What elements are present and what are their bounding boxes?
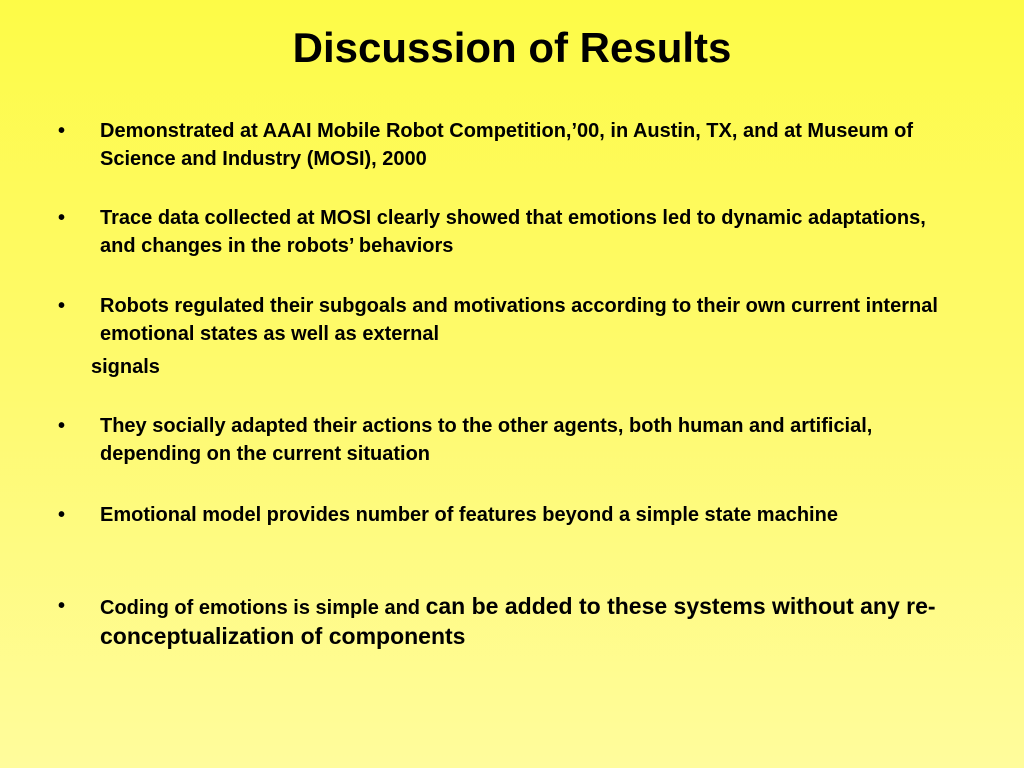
bullet-text: Robots regulated their subgoals and motivations according to their own current internal emotional states as well as external — [100, 295, 938, 345]
bullet-text — [100, 592, 960, 652]
bullet-text: Demonstrated at AAAI Mobile Robot Competition,’00, in Austin, TX, and at Museum of Science and Industry (MOSI), 2000 — [100, 120, 913, 170]
bullet-text: They socially adapted their actions to the other agents, both human and artificial, depending on the current situation — [100, 415, 873, 465]
bullet-marker: • — [58, 415, 66, 437]
bullet-text: Trace data collected at MOSI clearly showed that emotions led to dynamic adaptations, and changes in the robots’ behaviors — [100, 207, 926, 257]
slide-title: Discussion of Results — [292, 24, 732, 71]
bullet-marker: • — [58, 207, 66, 229]
bullet-text: Emotional model provides number of features beyond a simple state machine — [100, 504, 838, 526]
bullet-continuation: signals — [91, 356, 160, 378]
bullet-marker: • — [58, 120, 66, 142]
bullet-marker: • — [58, 295, 66, 317]
bullet-text-large: can be added to these systems without any re-conceptualization of components — [100, 593, 936, 649]
bullet-text-small: Coding of emotions is simple and — [100, 597, 421, 619]
bullet-marker: • — [58, 504, 66, 526]
bullet-marker: • — [58, 595, 66, 617]
